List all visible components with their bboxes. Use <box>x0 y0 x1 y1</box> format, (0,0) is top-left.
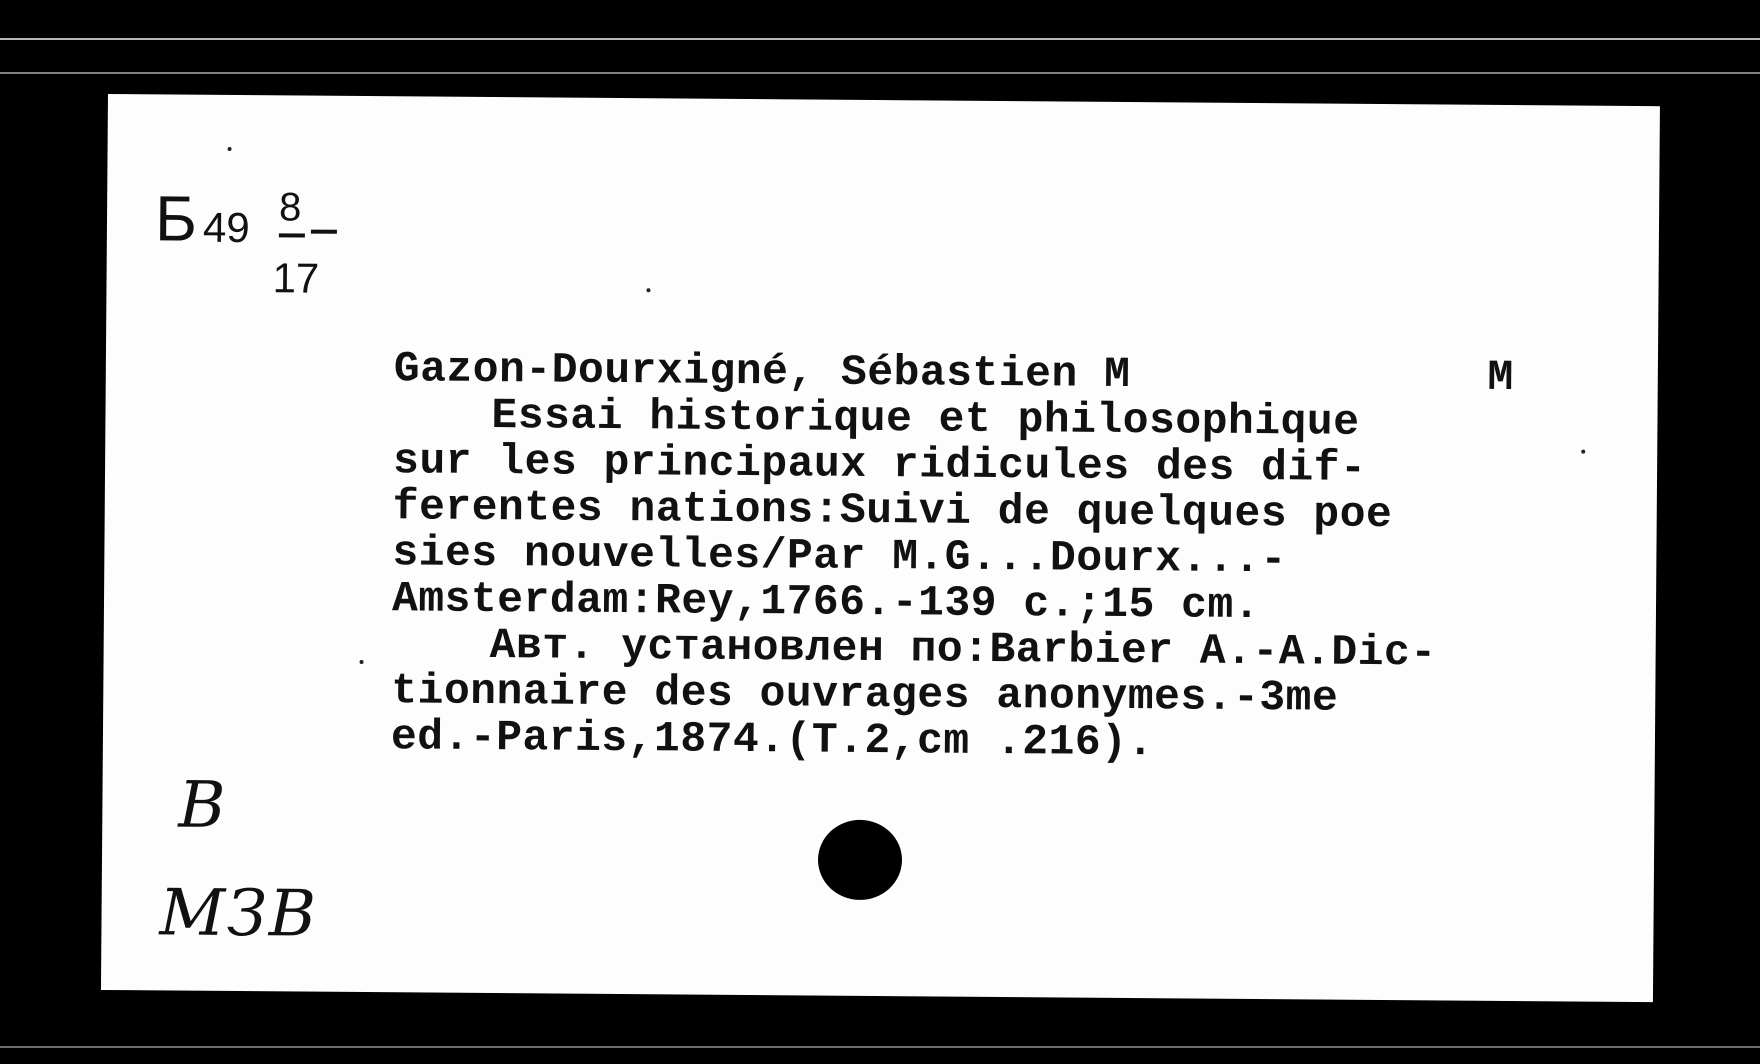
handwritten-code: МЗВ <box>159 876 319 952</box>
call-number-main: 49 <box>202 203 250 252</box>
note-line: tionnaire des ouvrages anonymes.-3me <box>391 666 1339 723</box>
punch-hole <box>818 820 903 901</box>
scan-top-line <box>0 38 1760 40</box>
note-line: ed.-Paris,1874.(T.2,cm .216). <box>390 712 1154 768</box>
catalog-card <box>101 94 1660 1002</box>
bibliographic-entry <box>391 346 1634 770</box>
speck <box>360 660 364 664</box>
handwritten-letter: В <box>178 768 226 843</box>
title-line: sur les principaux ridicules des dif- <box>392 436 1367 493</box>
speck <box>1581 450 1585 454</box>
speck <box>228 147 232 151</box>
title-line: ferentes nations:Suivi de quelques poe <box>392 482 1393 540</box>
title-line: sies nouvelles/Par M.G...Dourx...- <box>392 528 1287 585</box>
author-name: Gazon-Dourxigné, Sébastien M <box>393 344 1131 400</box>
note-line: Авт. установлен по:Barbier A.-A.Dic- <box>489 621 1437 678</box>
imprint-line: Amsterdam:Rey,1766.-139 c.;15 cm. <box>391 574 1261 631</box>
title-line: Essai historique et philosophique <box>491 391 1360 447</box>
call-number-prefix: Б <box>154 182 198 255</box>
scan-top-line-2 <box>0 72 1760 74</box>
speck <box>646 288 650 292</box>
scan-bottom-line <box>0 1046 1760 1048</box>
call-number-fraction-bar <box>279 233 305 237</box>
call-number-subscript: 17 <box>272 254 320 302</box>
heading-marker: M <box>1487 352 1515 403</box>
call-number-dash <box>311 230 337 234</box>
call-number-superscript: 8 <box>278 185 302 230</box>
